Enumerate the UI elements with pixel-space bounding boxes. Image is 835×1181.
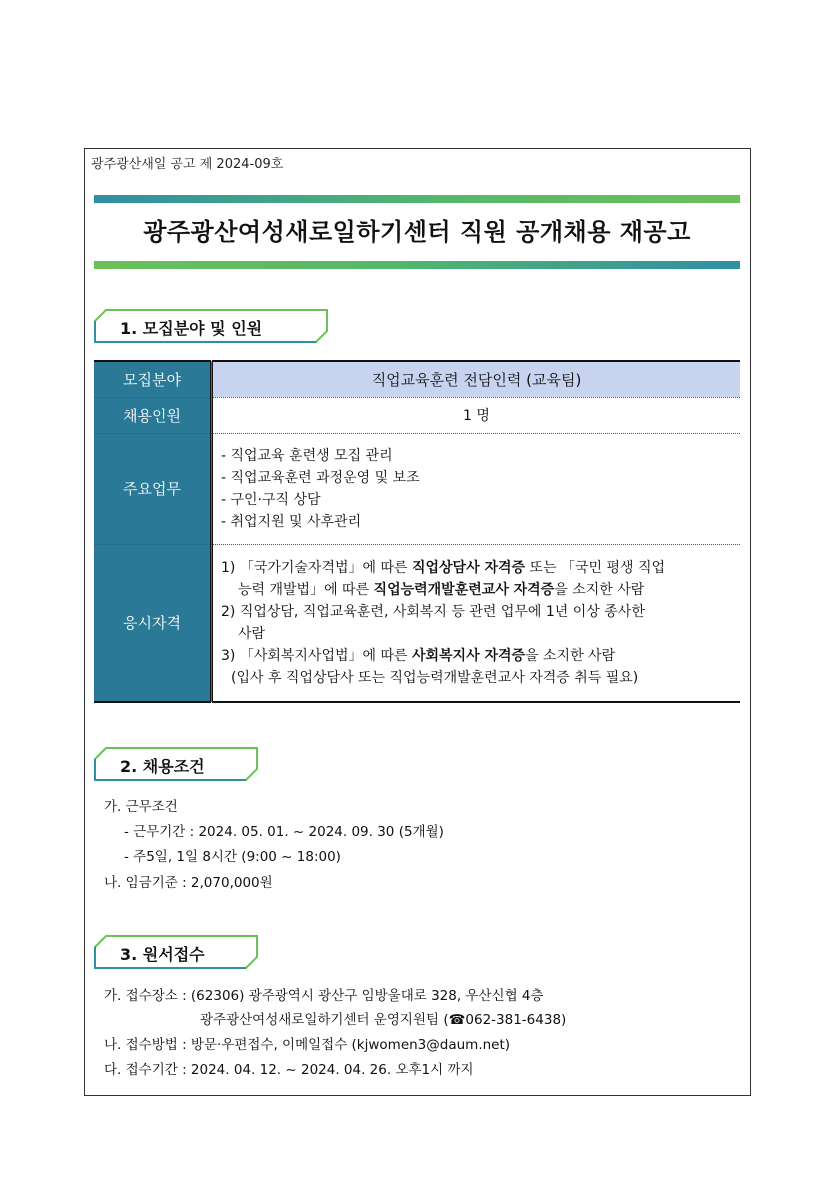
field-value: 직업교육훈련 전담인력 (교육팀) <box>212 361 741 397</box>
list-item: - 직업교육훈련 과정운영 및 보조 <box>221 469 420 486</box>
list-item: - 구인·구직 상담 <box>221 491 321 508</box>
section2-heading <box>94 747 258 781</box>
section1-heading <box>94 309 328 343</box>
text: 을 소지한 사람 <box>554 581 645 598</box>
list-item: - 취업지원 및 사후관리 <box>221 513 362 530</box>
duties-list <box>212 433 741 544</box>
application-period: 다. 접수기간 : 2024. 04. 12. ~ 2024. 04. 26. 오후1시 까지 <box>104 1062 474 1078</box>
field-label: 모집분야 <box>94 361 212 397</box>
text: 3) 「사회복지사업법」에 따른 <box>221 647 412 664</box>
emphasis: 직업능력개발훈련교사 자격증 <box>373 581 555 598</box>
emphasis: 사회복지사 자격증 <box>411 647 526 664</box>
notice-number: 광주광산새일 공고 제 2024-09호 <box>91 157 284 172</box>
list-item: - 직업교육 훈련생 모집 관리 <box>221 447 393 464</box>
title-bar-top <box>94 195 740 203</box>
recruitment-table <box>94 360 740 703</box>
qualification-item-2-cont: 사람 <box>238 625 266 642</box>
salary: 나. 임금기준 : 2,070,000원 <box>104 875 273 891</box>
qualification-item-3-note: (입사 후 직업상담사 또는 직업능력개발훈련교사 자격증 취득 필요) <box>231 669 639 686</box>
text: 또는 「국민 평생 직업 <box>525 559 666 576</box>
table-row <box>94 361 740 397</box>
count-value: 1 명 <box>212 397 741 433</box>
qualification-list <box>212 544 741 702</box>
table-row <box>94 397 740 433</box>
work-conditions: 가. 근무조건 <box>104 799 178 815</box>
text: 을 소지한 사람 <box>525 647 616 664</box>
section2-title: 2. 채용조건 <box>120 757 205 776</box>
application-place-cont: 광주광산여성새로일하기센터 운영지원팀 (☎062-381-6438) <box>200 1012 567 1028</box>
count-label: 채용인원 <box>94 397 212 433</box>
text: 1) 「국가기술자격법」에 따른 <box>221 559 412 576</box>
application-place: 가. 접수장소 : (62306) 광주광역시 광산구 임방울대로 328, 우산신협 4층 <box>104 988 544 1004</box>
qualification-item-3 <box>221 645 732 667</box>
title-bar-bottom <box>94 261 740 269</box>
table-row <box>94 544 740 702</box>
application-method: 나. 접수방법 : 방문·우편접수, 이메일접수 (kjwomen3@daum.net) <box>104 1037 511 1053</box>
qualification-item-1-cont <box>221 579 732 601</box>
section3-heading <box>94 935 258 969</box>
duties-label: 주요업무 <box>94 433 212 544</box>
work-period: - 근무기간 : 2024. 05. 01. ~ 2024. 09. 30 (5개월) <box>124 824 444 840</box>
section1-title: 1. 모집분야 및 인원 <box>120 319 263 338</box>
emphasis: 직업상담사 자격증 <box>411 559 526 576</box>
section3-title: 3. 원서접수 <box>120 945 205 964</box>
qualification-label: 응시자격 <box>94 544 212 702</box>
text: 능력 개발법」에 따른 <box>238 581 374 598</box>
work-hours: - 주5일, 1일 8시간 (9:00 ~ 18:00) <box>124 849 341 865</box>
qualification-item-2: 2) 직업상담, 직업교육훈련, 사회복지 등 관련 업무에 1년 이상 종사한 <box>221 603 645 620</box>
qualification-item-1 <box>221 557 732 579</box>
page-title: 광주광산여성새로일하기센터 직원 공개채용 재공고 <box>143 218 691 246</box>
table-row <box>94 433 740 544</box>
